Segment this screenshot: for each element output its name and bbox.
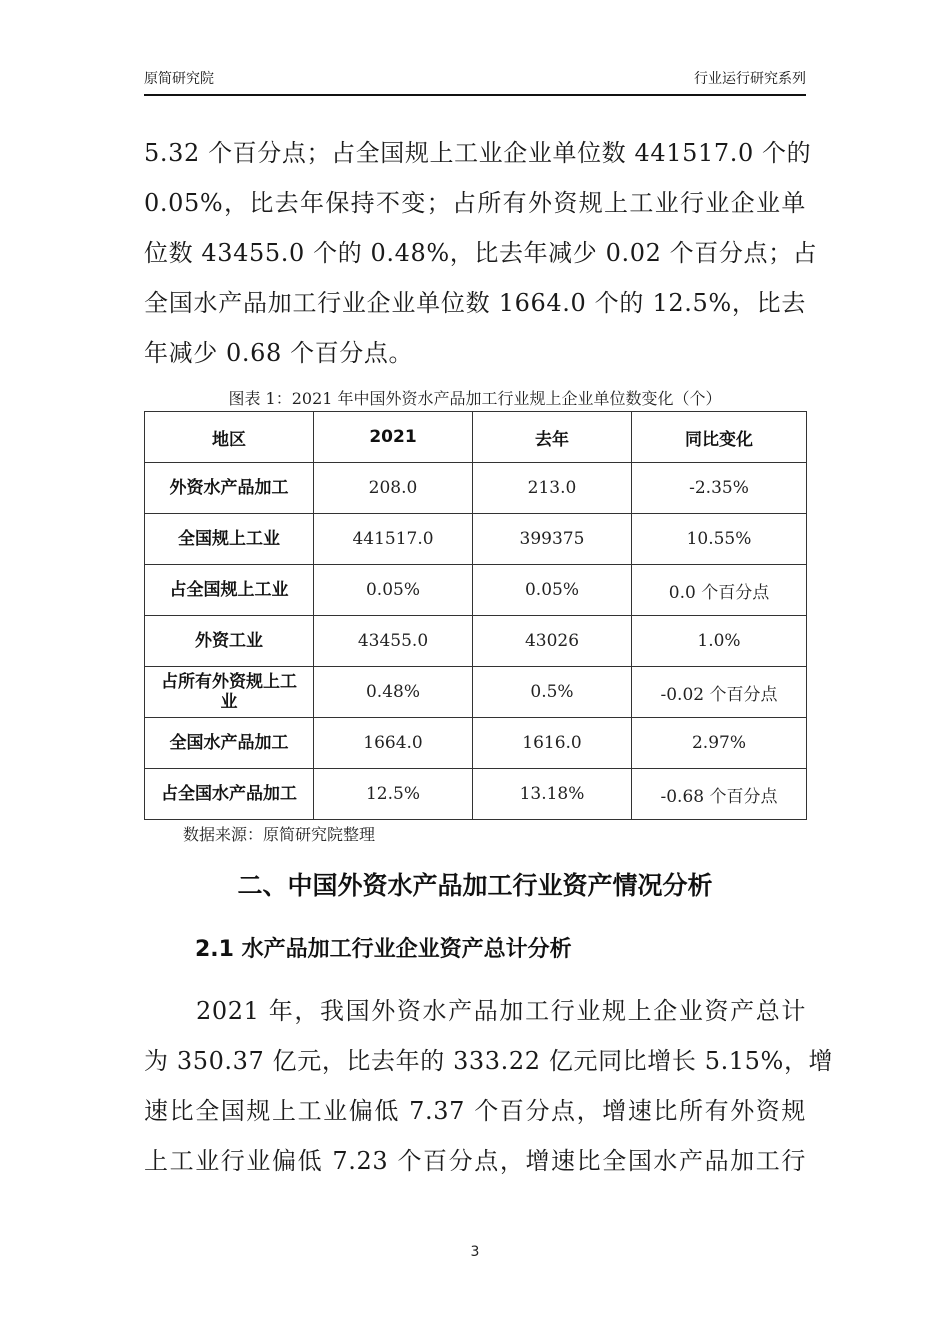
cell-yoy: 1.0% xyxy=(632,616,807,667)
cell-yoy: -0.68 个百分点 xyxy=(632,769,807,820)
body-paragraph-1 xyxy=(144,128,818,378)
paragraph-line: 5.32 个百分点；占全国规上工业企业单位数 441517.0 个的 xyxy=(144,139,812,167)
cell-yoy: 10.55% xyxy=(632,514,807,565)
cell-last-year: 0.05% xyxy=(473,565,632,616)
cell-2021: 0.05% xyxy=(314,565,473,616)
row-label: 全国水产品加工 xyxy=(145,718,314,769)
page-header xyxy=(144,66,806,88)
cell-last-year: 0.5% xyxy=(473,667,632,718)
table-source-note: 数据来源：原简研究院整理 xyxy=(183,825,376,844)
body-paragraph-2 xyxy=(144,986,834,1186)
row-label: 占全国水产品加工 xyxy=(145,769,314,820)
paragraph-line: 速比全国规上工业偏低 7.37 个百分点，增速比所有外资规 xyxy=(144,1097,806,1125)
cell-last-year: 399375 xyxy=(473,514,632,565)
column-header-last-year: 去年 xyxy=(473,412,632,463)
enterprise-count-table xyxy=(144,411,807,820)
table-header-row xyxy=(145,412,807,463)
paragraph-line: 上工业行业偏低 7.23 个百分点，增速比全国水产品加工行 xyxy=(144,1147,806,1175)
cell-2021: 0.48% xyxy=(314,667,473,718)
cell-yoy: -2.35% xyxy=(632,463,807,514)
paragraph-line: 全国水产品加工行业企业单位数 1664.0 个的 12.5%，比去 xyxy=(144,289,806,317)
table-row xyxy=(145,769,807,820)
row-label: 外资水产品加工 xyxy=(145,463,314,514)
column-header-region: 地区 xyxy=(145,412,314,463)
table-row xyxy=(145,616,807,667)
subsection-heading: 2.1 水产品加工行业企业资产总计分析 xyxy=(195,937,572,962)
table-row xyxy=(145,565,807,616)
table-row xyxy=(145,667,807,718)
paragraph-line: 2021 年，我国外资水产品加工行业规上企业资产总计 xyxy=(196,997,806,1025)
header-org-name: 原简研究院 xyxy=(144,71,214,87)
section-heading: 二、中国外资水产品加工行业资产情况分析 xyxy=(237,871,713,900)
cell-2021: 43455.0 xyxy=(314,616,473,667)
row-label: 全国规上工业 xyxy=(145,514,314,565)
table-caption: 图表 1：2021 年中国外资水产品加工行业规上企业单位数变化（个） xyxy=(228,389,722,408)
cell-2021: 1664.0 xyxy=(314,718,473,769)
cell-2021: 12.5% xyxy=(314,769,473,820)
cell-last-year: 13.18% xyxy=(473,769,632,820)
header-divider xyxy=(144,94,806,96)
page-number: 3 xyxy=(470,1244,480,1260)
paragraph-line: 位数 43455.0 个的 0.48%，比去年减少 0.02 个百分点；占 xyxy=(144,239,818,267)
cell-yoy: 0.0 个百分点 xyxy=(632,565,807,616)
cell-last-year: 1616.0 xyxy=(473,718,632,769)
header-series-title: 行业运行研究系列 xyxy=(694,71,806,87)
cell-last-year: 213.0 xyxy=(473,463,632,514)
column-header-yoy-change: 同比变化 xyxy=(632,412,807,463)
cell-2021: 441517.0 xyxy=(314,514,473,565)
paragraph-line: 为 350.37 亿元，比去年的 333.22 亿元同比增长 5.15%，增 xyxy=(144,1047,834,1075)
paragraph-line: 年减少 0.68 个百分点。 xyxy=(144,339,414,367)
cell-2021: 208.0 xyxy=(314,463,473,514)
cell-yoy: 2.97% xyxy=(632,718,807,769)
paragraph-line: 0.05%，比去年保持不变；占所有外资规上工业行业企业单 xyxy=(144,189,806,217)
table-row xyxy=(145,463,807,514)
column-header-2021: 2021 xyxy=(314,412,473,463)
row-label: 占全国规上工业 xyxy=(145,565,314,616)
cell-last-year: 43026 xyxy=(473,616,632,667)
table-row xyxy=(145,514,807,565)
row-label: 占所有外资规上工业 xyxy=(145,667,314,718)
table-row xyxy=(145,718,807,769)
cell-yoy: -0.02 个百分点 xyxy=(632,667,807,718)
row-label: 外资工业 xyxy=(145,616,314,667)
